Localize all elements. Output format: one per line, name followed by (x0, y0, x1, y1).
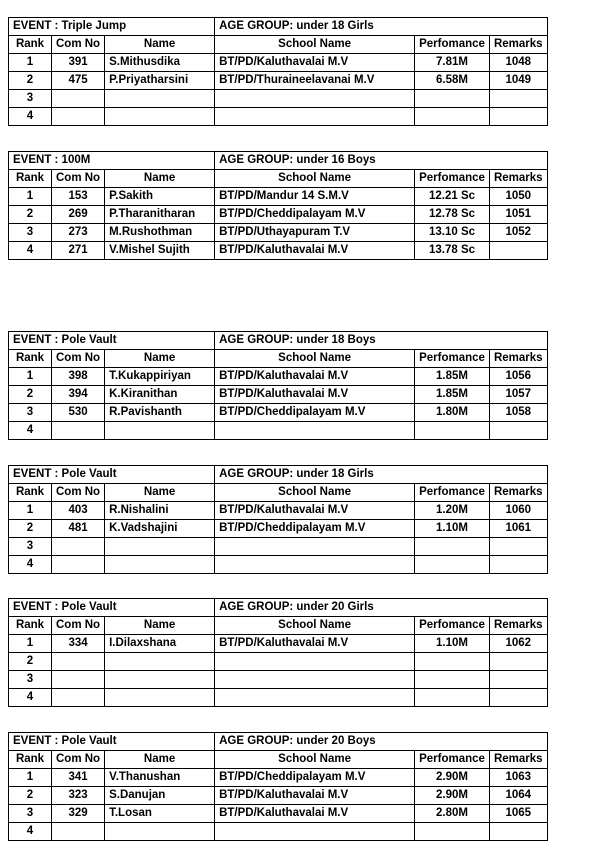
header-row (9, 617, 548, 635)
performance-cell (415, 108, 490, 126)
remarks-cell (489, 556, 547, 574)
school-cell (215, 689, 415, 707)
table-row (9, 224, 548, 242)
table-row (9, 787, 548, 805)
school-cell: BT/PD/Kaluthavalai M.V (215, 54, 415, 72)
performance-cell (415, 823, 490, 841)
rank-cell: 1 (9, 502, 52, 520)
rank-cell: 3 (9, 805, 52, 823)
performance-cell: 1.80M (415, 404, 490, 422)
rank-cell: 2 (9, 206, 52, 224)
school-cell: BT/PD/Kaluthavalai M.V (215, 368, 415, 386)
header-remarks: Remarks (489, 350, 547, 368)
header-com-no: Com No (52, 350, 105, 368)
rank-cell: 2 (9, 520, 52, 538)
table-row (9, 805, 548, 823)
name-cell: V.Thanushan (105, 769, 215, 787)
remarks-cell: 1051 (489, 206, 547, 224)
performance-cell: 1.20M (415, 502, 490, 520)
table-row (9, 368, 548, 386)
rank-cell: 4 (9, 556, 52, 574)
school-cell: BT/PD/Cheddipalayam M.V (215, 404, 415, 422)
event-title: EVENT : 100M (9, 152, 215, 170)
table-row (9, 538, 548, 556)
school-cell: BT/PD/Uthayapuram T.V (215, 224, 415, 242)
rank-cell: 1 (9, 54, 52, 72)
school-cell: BT/PD/Kaluthavalai M.V (215, 635, 415, 653)
performance-cell (415, 422, 490, 440)
name-cell (105, 556, 215, 574)
header-rank: Rank (9, 36, 52, 54)
performance-cell (415, 538, 490, 556)
com-no-cell (52, 653, 105, 671)
rank-cell: 4 (9, 689, 52, 707)
table-row (9, 769, 548, 787)
name-cell: P.Priyatharsini (105, 72, 215, 90)
performance-cell: 1.85M (415, 368, 490, 386)
age-group: AGE GROUP: under 20 Boys (215, 733, 547, 751)
name-cell: K.Kiranithan (105, 386, 215, 404)
event-row (9, 733, 548, 751)
rank-cell: 3 (9, 224, 52, 242)
remarks-cell (489, 653, 547, 671)
results-table (8, 598, 548, 707)
school-cell (215, 556, 415, 574)
rank-cell: 2 (9, 787, 52, 805)
com-no-cell: 403 (52, 502, 105, 520)
name-cell: I.Dilaxshana (105, 635, 215, 653)
name-cell: R.Nishalini (105, 502, 215, 520)
header-row (9, 350, 548, 368)
table-row (9, 206, 548, 224)
rank-cell: 2 (9, 72, 52, 90)
name-cell: S.Danujan (105, 787, 215, 805)
performance-cell: 2.90M (415, 769, 490, 787)
remarks-cell (489, 689, 547, 707)
performance-cell: 2.80M (415, 805, 490, 823)
rank-cell: 3 (9, 671, 52, 689)
name-cell (105, 689, 215, 707)
header-com-no: Com No (52, 751, 105, 769)
rank-cell: 3 (9, 404, 52, 422)
table-row (9, 404, 548, 422)
name-cell: P.Sakith (105, 188, 215, 206)
header-performance: Perfomance (415, 36, 490, 54)
school-cell: BT/PD/Kaluthavalai M.V (215, 386, 415, 404)
name-cell (105, 108, 215, 126)
event-title: EVENT : Pole Vault (9, 466, 215, 484)
name-cell: T.Kukappiriyan (105, 368, 215, 386)
com-no-cell (52, 556, 105, 574)
header-school: School Name (215, 617, 415, 635)
rank-cell: 3 (9, 90, 52, 108)
school-cell (215, 108, 415, 126)
remarks-cell (489, 422, 547, 440)
results-table (8, 732, 548, 841)
table-row (9, 54, 548, 72)
com-no-cell: 391 (52, 54, 105, 72)
event-row (9, 332, 548, 350)
performance-cell: 6.58M (415, 72, 490, 90)
remarks-cell: 1057 (489, 386, 547, 404)
table-row (9, 653, 548, 671)
performance-cell: 12.78 Sc (415, 206, 490, 224)
performance-cell (415, 653, 490, 671)
header-name: Name (105, 617, 215, 635)
event-title: EVENT : Pole Vault (9, 599, 215, 617)
remarks-cell (489, 108, 547, 126)
name-cell: R.Pavishanth (105, 404, 215, 422)
rank-cell: 1 (9, 635, 52, 653)
age-group: AGE GROUP: under 18 Boys (215, 332, 547, 350)
remarks-cell: 1056 (489, 368, 547, 386)
header-performance: Perfomance (415, 350, 490, 368)
remarks-cell (489, 823, 547, 841)
name-cell: M.Rushothman (105, 224, 215, 242)
table-row (9, 108, 548, 126)
header-rank: Rank (9, 350, 52, 368)
header-rank: Rank (9, 617, 52, 635)
header-com-no: Com No (52, 36, 105, 54)
table-row (9, 72, 548, 90)
com-no-cell: 394 (52, 386, 105, 404)
com-no-cell: 341 (52, 769, 105, 787)
school-cell (215, 823, 415, 841)
performance-cell: 1.85M (415, 386, 490, 404)
performance-cell: 13.78 Sc (415, 242, 490, 260)
table-row (9, 188, 548, 206)
event-row (9, 18, 548, 36)
header-name: Name (105, 170, 215, 188)
school-cell (215, 538, 415, 556)
results-table (8, 331, 548, 440)
performance-cell (415, 689, 490, 707)
name-cell (105, 823, 215, 841)
table-row (9, 520, 548, 538)
header-name: Name (105, 751, 215, 769)
com-no-cell: 398 (52, 368, 105, 386)
performance-cell: 1.10M (415, 635, 490, 653)
performance-cell: 7.81M (415, 54, 490, 72)
school-cell (215, 422, 415, 440)
event-title: EVENT : Pole Vault (9, 733, 215, 751)
table-row (9, 689, 548, 707)
remarks-cell: 1058 (489, 404, 547, 422)
name-cell (105, 653, 215, 671)
school-cell: BT/PD/Kaluthavalai M.V (215, 805, 415, 823)
header-school: School Name (215, 170, 415, 188)
event-row (9, 466, 548, 484)
remarks-cell: 1052 (489, 224, 547, 242)
rank-cell: 2 (9, 653, 52, 671)
com-no-cell: 269 (52, 206, 105, 224)
com-no-cell (52, 422, 105, 440)
event-title: EVENT : Triple Jump (9, 18, 215, 36)
header-row (9, 36, 548, 54)
header-school: School Name (215, 36, 415, 54)
school-cell: BT/PD/Cheddipalayam M.V (215, 769, 415, 787)
rank-cell: 2 (9, 386, 52, 404)
com-no-cell (52, 671, 105, 689)
name-cell (105, 538, 215, 556)
school-cell: BT/PD/Thuraineelavanai M.V (215, 72, 415, 90)
event-row (9, 599, 548, 617)
rank-cell: 4 (9, 108, 52, 126)
header-name: Name (105, 36, 215, 54)
remarks-cell: 1048 (489, 54, 547, 72)
age-group: AGE GROUP: under 16 Boys (215, 152, 547, 170)
com-no-cell (52, 108, 105, 126)
remarks-cell: 1050 (489, 188, 547, 206)
results-table (8, 17, 548, 126)
header-row (9, 484, 548, 502)
name-cell: S.Mithusdika (105, 54, 215, 72)
table-row (9, 422, 548, 440)
performance-cell: 2.90M (415, 787, 490, 805)
table-row (9, 502, 548, 520)
age-group: AGE GROUP: under 20 Girls (215, 599, 547, 617)
table-row (9, 635, 548, 653)
table-row (9, 90, 548, 108)
remarks-cell (489, 538, 547, 556)
header-performance: Perfomance (415, 751, 490, 769)
name-cell: T.Losan (105, 805, 215, 823)
performance-cell: 1.10M (415, 520, 490, 538)
header-com-no: Com No (52, 484, 105, 502)
table-row (9, 386, 548, 404)
rank-cell: 1 (9, 188, 52, 206)
com-no-cell: 271 (52, 242, 105, 260)
com-no-cell: 323 (52, 787, 105, 805)
remarks-cell: 1064 (489, 787, 547, 805)
table-row (9, 823, 548, 841)
rank-cell: 4 (9, 422, 52, 440)
header-com-no: Com No (52, 617, 105, 635)
remarks-cell: 1060 (489, 502, 547, 520)
table-row (9, 671, 548, 689)
header-remarks: Remarks (489, 170, 547, 188)
header-performance: Perfomance (415, 617, 490, 635)
com-no-cell (52, 538, 105, 556)
com-no-cell (52, 90, 105, 108)
age-group: AGE GROUP: under 18 Girls (215, 466, 547, 484)
remarks-cell (489, 90, 547, 108)
remarks-cell (489, 242, 547, 260)
header-remarks: Remarks (489, 617, 547, 635)
header-school: School Name (215, 751, 415, 769)
com-no-cell: 153 (52, 188, 105, 206)
performance-cell: 12.21 Sc (415, 188, 490, 206)
com-no-cell (52, 689, 105, 707)
school-cell: BT/PD/Cheddipalayam M.V (215, 520, 415, 538)
school-cell (215, 671, 415, 689)
header-remarks: Remarks (489, 484, 547, 502)
remarks-cell: 1061 (489, 520, 547, 538)
table-row (9, 242, 548, 260)
name-cell: K.Vadshajini (105, 520, 215, 538)
rank-cell: 1 (9, 368, 52, 386)
com-no-cell: 329 (52, 805, 105, 823)
com-no-cell: 530 (52, 404, 105, 422)
age-group: AGE GROUP: under 18 Girls (215, 18, 547, 36)
school-cell: BT/PD/Kaluthavalai M.V (215, 787, 415, 805)
remarks-cell (489, 671, 547, 689)
remarks-cell: 1062 (489, 635, 547, 653)
results-table (8, 465, 548, 574)
header-name: Name (105, 484, 215, 502)
header-remarks: Remarks (489, 751, 547, 769)
school-cell: BT/PD/Cheddipalayam M.V (215, 206, 415, 224)
header-performance: Perfomance (415, 170, 490, 188)
com-no-cell: 334 (52, 635, 105, 653)
results-table (8, 151, 548, 260)
com-no-cell: 475 (52, 72, 105, 90)
performance-cell: 13.10 Sc (415, 224, 490, 242)
school-cell: BT/PD/Mandur 14 S.M.V (215, 188, 415, 206)
event-row (9, 152, 548, 170)
event-title: EVENT : Pole Vault (9, 332, 215, 350)
rank-cell: 3 (9, 538, 52, 556)
remarks-cell: 1063 (489, 769, 547, 787)
header-com-no: Com No (52, 170, 105, 188)
school-cell (215, 653, 415, 671)
rank-cell: 4 (9, 242, 52, 260)
name-cell (105, 422, 215, 440)
name-cell (105, 90, 215, 108)
com-no-cell (52, 823, 105, 841)
remarks-cell: 1049 (489, 72, 547, 90)
rank-cell: 4 (9, 823, 52, 841)
header-row (9, 170, 548, 188)
table-row (9, 556, 548, 574)
header-name: Name (105, 350, 215, 368)
performance-cell (415, 671, 490, 689)
school-cell: BT/PD/Kaluthavalai M.V (215, 242, 415, 260)
header-rank: Rank (9, 484, 52, 502)
remarks-cell: 1065 (489, 805, 547, 823)
name-cell: V.Mishel Sujith (105, 242, 215, 260)
performance-cell (415, 90, 490, 108)
header-rank: Rank (9, 751, 52, 769)
com-no-cell: 273 (52, 224, 105, 242)
school-cell: BT/PD/Kaluthavalai M.V (215, 502, 415, 520)
header-performance: Perfomance (415, 484, 490, 502)
header-rank: Rank (9, 170, 52, 188)
header-remarks: Remarks (489, 36, 547, 54)
name-cell (105, 671, 215, 689)
performance-cell (415, 556, 490, 574)
header-row (9, 751, 548, 769)
com-no-cell: 481 (52, 520, 105, 538)
header-school: School Name (215, 350, 415, 368)
name-cell: P.Tharanitharan (105, 206, 215, 224)
header-school: School Name (215, 484, 415, 502)
school-cell (215, 90, 415, 108)
rank-cell: 1 (9, 769, 52, 787)
